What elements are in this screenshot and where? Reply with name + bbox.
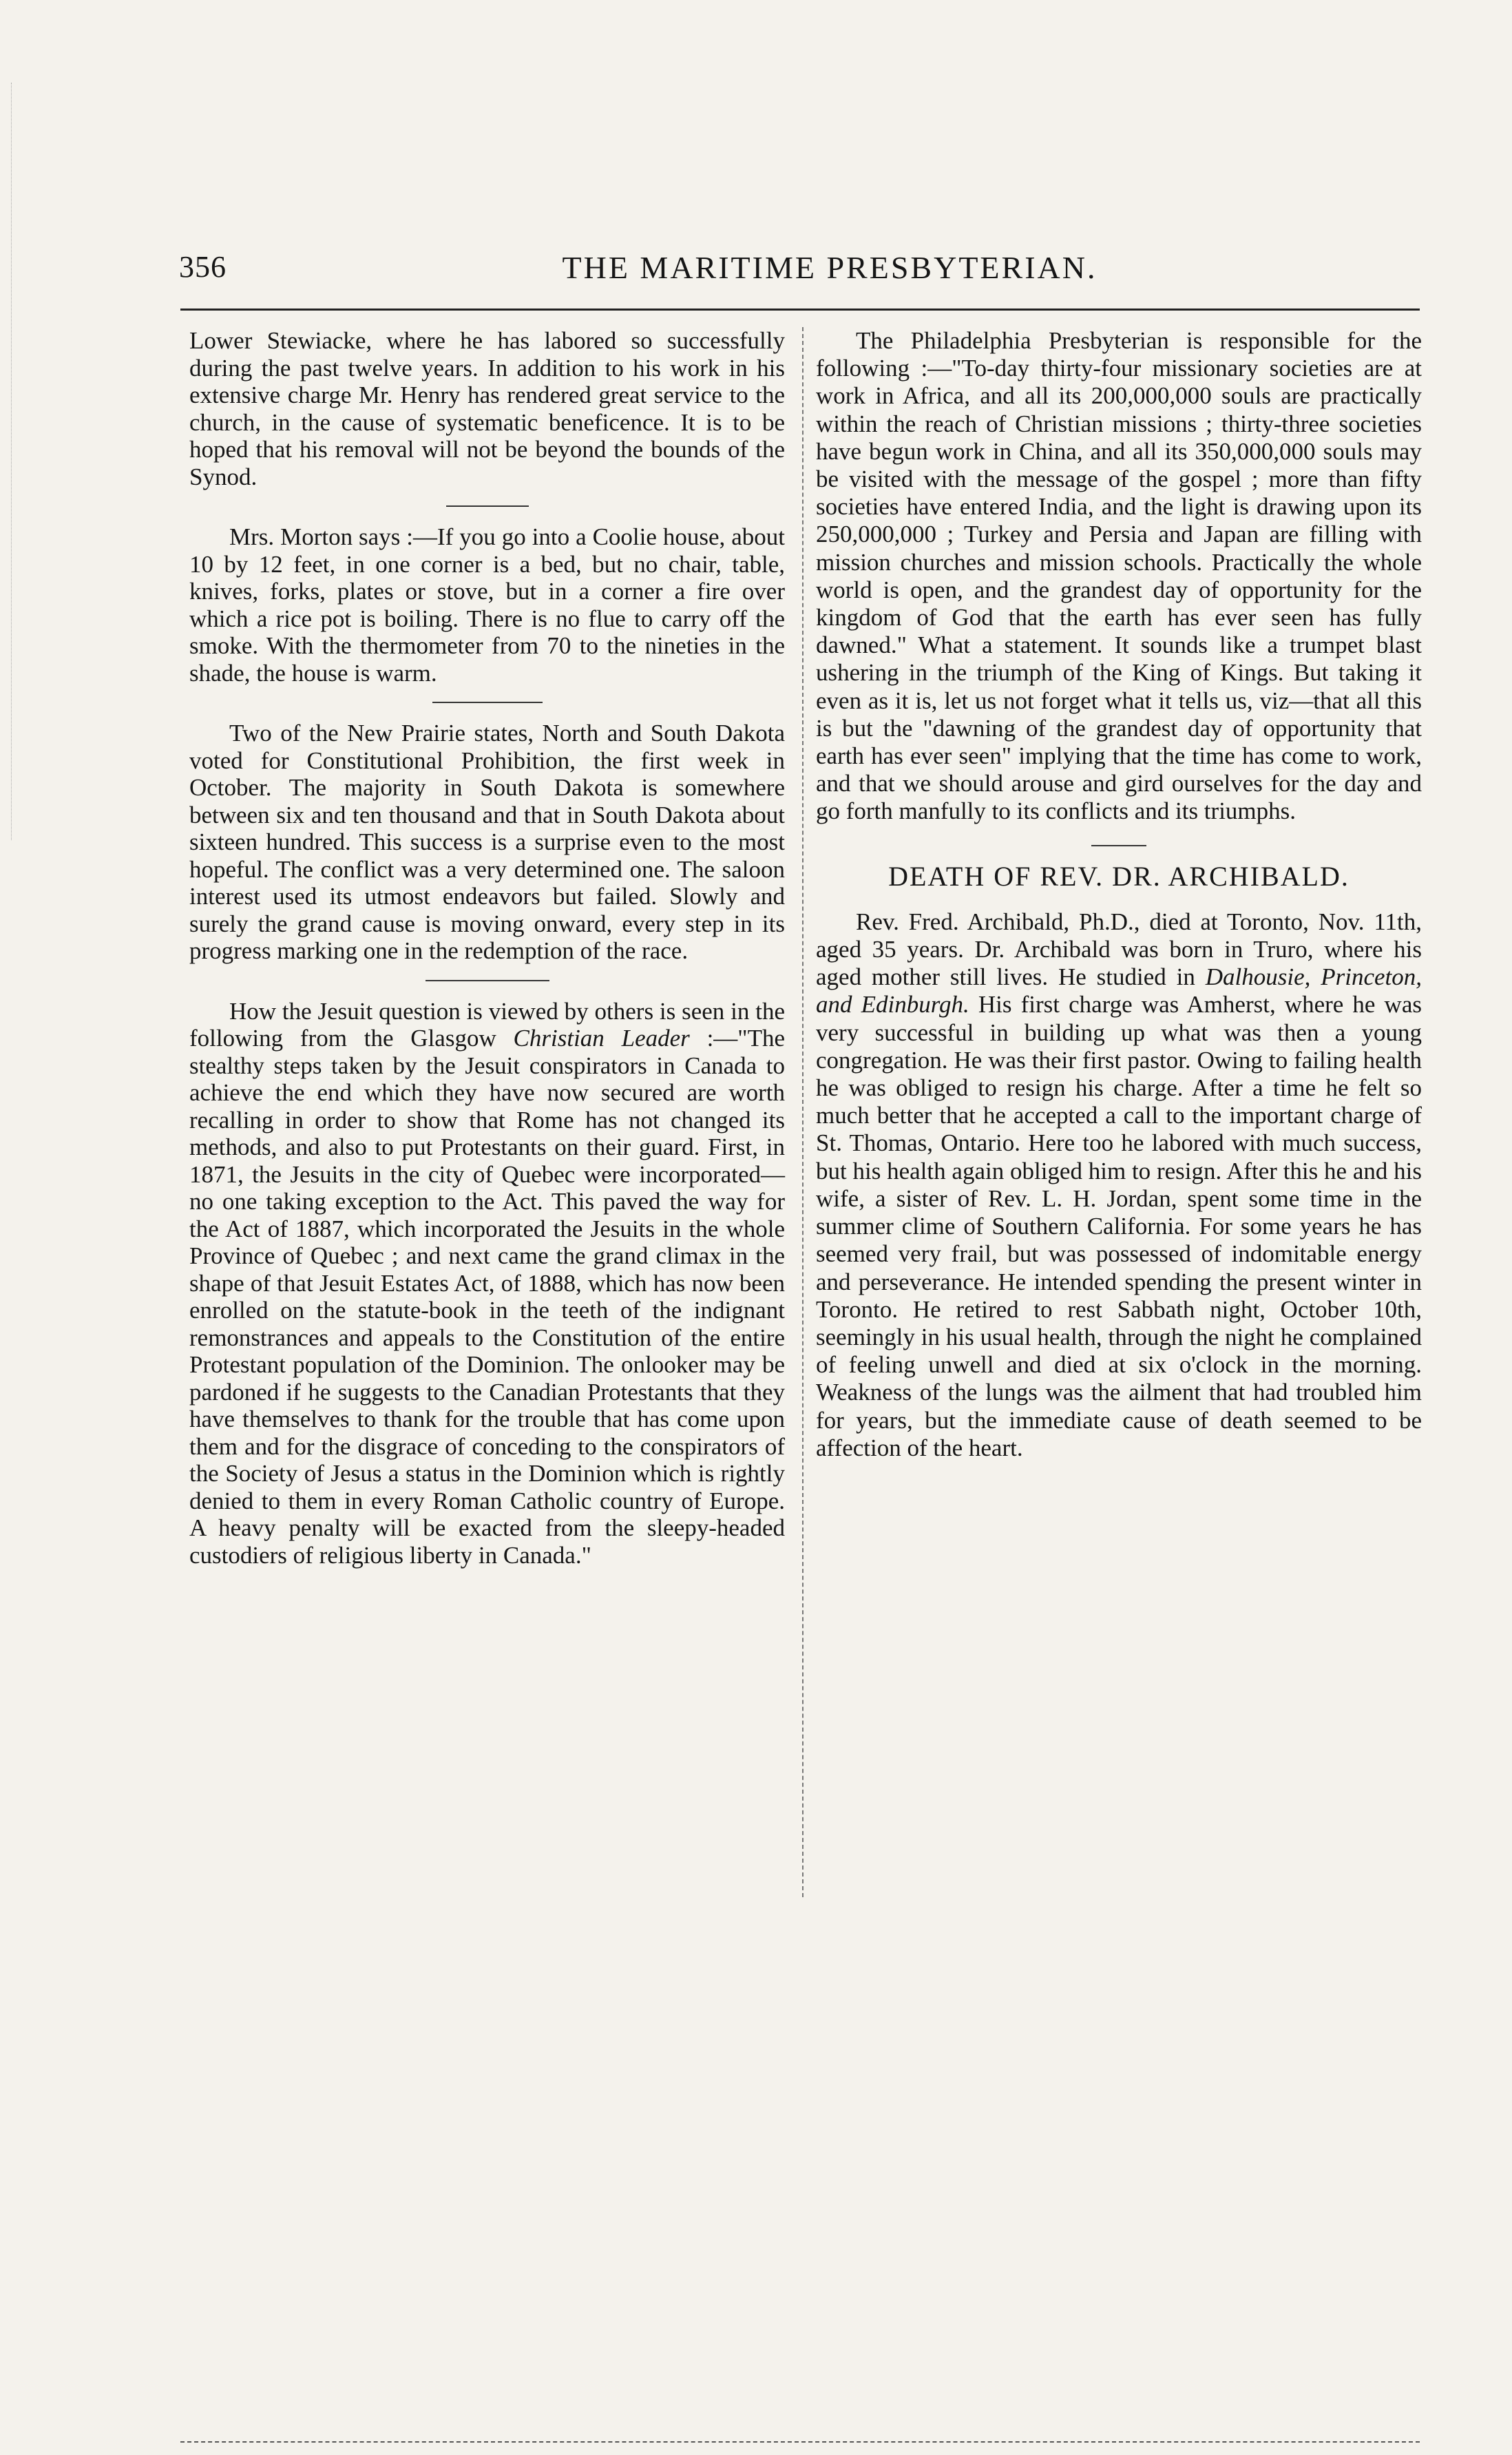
section-heading-archibald: DEATH OF REV. DR. ARCHIBALD. (888, 860, 1350, 892)
column-divider (802, 327, 804, 1897)
running-title: THE MARITIME PRESBYTERIAN. (562, 250, 1098, 285)
page-header (179, 234, 1418, 289)
header-rule (180, 309, 1420, 311)
paragraph-dakota-prohibition: Two of the New Prairie states, North and South Dakota voted for Constitutional Prohibition, the first week in October. The majority in South Dakota is somewhere between six and ten thousand and that in South Dakota about sixteen hundred. This success is a surprise even to the most hopeful. The conflict was a very determined one. The saloon interest used its utmost endeavors but failed. Slowly and surely the grand cause is moving onward, every step in its progress marking one in the redemption of the race. (189, 720, 785, 964)
paragraph-stewiacke: Lower Stewiacke, where he has labored so successfully during the past twelve years. In addition to his work in his extensive charge Mr. Henry has rendered great service to the church, in the cause of systematic beneficence. It is to be hoped that his removal will not be beyond the bounds of the Synod. (189, 327, 785, 490)
paragraph-philadelphia-presbyterian: The Philadelphia Presbyterian is responsible for the following :—"To-day thirty-four missionary societies are at work in Africa, and all its 200,000,000 souls are practically within the reach of Christian missions ; thirty-three societies have begun work in China, and all its 350,000,000 souls may be visited with the message of the gospel ; more than fifty societies have entered India, and the light is drawing upon its 250,000,000 ; Turkey and Persia and Japan are filling with mission churches and mission schools. Practically the whole world is open, and the grandest day of opportunity for the kingdom of God that the earth has ever seen has fully dawned." What a statement. It sounds like a trumpet blast ushering in the triumph of the King of Kings. But taking it even as it is, let us not forget what it tells us, viz—that all this is but the "dawning of the grandest day of opportunity that earth has ever seen" implying that the time has come to work, and that we should arouse and gird ourselves for the day and go forth manfully to its conflicts and its triumphs. (816, 327, 1422, 825)
right-column (816, 327, 1422, 1462)
footer-rule (180, 2441, 1420, 2443)
section-separator (432, 702, 543, 703)
page-number: 356 (179, 250, 227, 284)
left-margin-mark (11, 83, 12, 840)
section-separator (1091, 845, 1146, 846)
paragraph-jesuit-italic: Christian Leader (513, 1025, 690, 1052)
section-separator (426, 980, 549, 981)
paragraph-archibald-italic: Dalhousie, Princeton, and Edinburgh. (816, 963, 1422, 1018)
paragraph-jesuit-question (189, 998, 785, 1569)
paragraph-jesuit-text-a: How the Jesuit question is viewed by others is seen in the following from the Glasgow (189, 997, 785, 1052)
paragraph-archibald-text-a: Rev. Fred. Archibald, Ph.D., died at Toronto, Nov. 11th, aged 35 years. Dr. Archibald was born in Truro, where his aged mother still lives. He studied in (816, 908, 1422, 991)
paragraph-coolie-house: Mrs. Morton says :—If you go into a Coolie house, about 10 by 12 feet, in one corner is a bed, but no chair, table, knives, forks, plates or stove, but in a corner a fire over which a rice pot is boiling. There is no flue to carry off the smoke. With the thermometer from 70 to the nineties in the shade, the house is warm. (189, 523, 785, 687)
paragraph-archibald-text-b: His first charge was Amherst, where he was very successful in building up what was then a young congregation. He was their first pastor. Owing to failing health he was obliged to resign his charge. After a time he felt so much better that he accepted a call to the important charge of St. Thomas, Ontario. Here too he labored with much success, but his health again obliged him to resign. After this he and his wife, a sister of Rev. L. H. Jordan, spent some time in the summer clime of Southern California. For some years he has seemed very frail, but was possessed of indomitable energy and perseverance. He intended spending the present winter in Toronto. He retired to rest Sabbath night, October 10th, seemingly in his usual health, through the night he complained of feeling unwell and died at six o'clock in the morning. Weakness of the lungs was the ailment that had troubled him for years, but the immediate cause of death seemed to be affection of the heart. (816, 991, 1422, 1461)
paragraph-archibald-obituary (816, 908, 1422, 1462)
left-column (189, 327, 785, 1569)
paragraph-jesuit-text-b: :—"The stealthy steps taken by the Jesuit conspirators in Canada to achieve the end which they have now secured are worth recalling in order to show that Rome has not changed its methods, and also to put Protestants on their guard. First, in 1871, the Jesuits in the city of Quebec were incorporated—no one taking exception to the Act. This paved the way for the Act of 1887, which incorporated the Jesuits in the whole Province of Quebec ; and next came the grand climax in the shape of that Jesuit Estates Act, of 1888, which has now been enrolled on the statute-book in the teeth of the indignant remonstrances and appeals to the Constitution of the entire Protestant population of the Dominion. The onlooker may be pardoned if he suggests to the Canadian Protestants that they have themselves to thank for the trouble that has come upon them and for the disgrace of conceding to the conspirators of the Society of Jesus a status in the Dominion which is rightly denied to them in every Roman Catholic country of Europe. A heavy penalty will be exacted from the sleepy-headed custodiers of religious liberty in Canada." (189, 1025, 785, 1569)
section-separator (446, 505, 529, 507)
